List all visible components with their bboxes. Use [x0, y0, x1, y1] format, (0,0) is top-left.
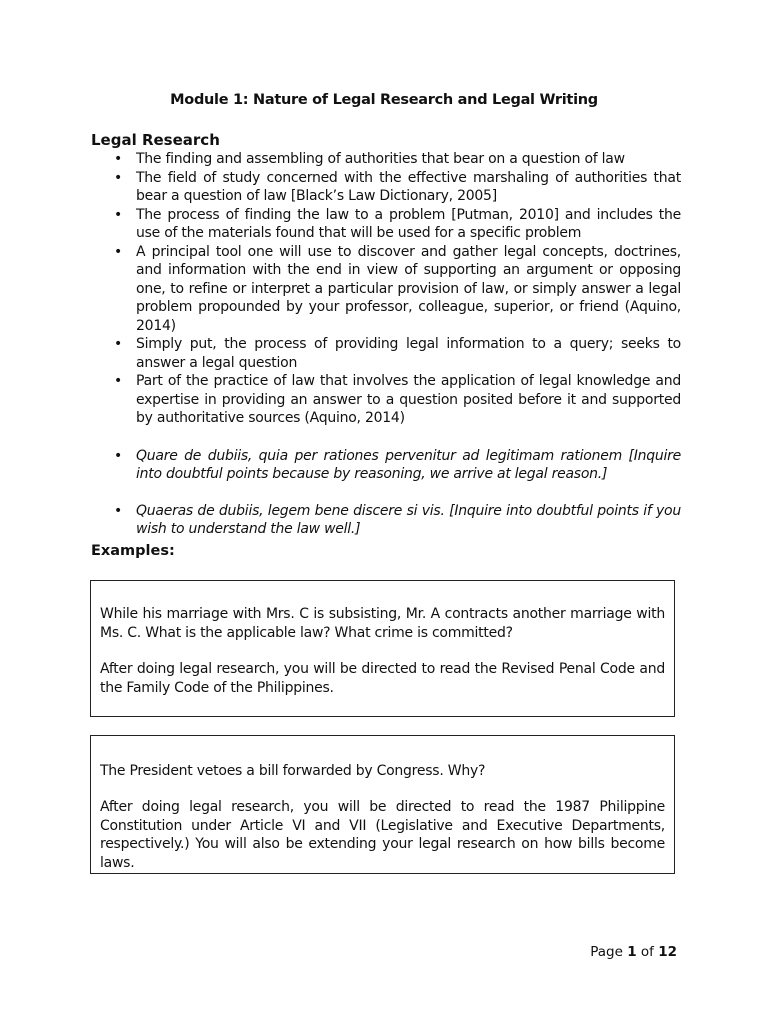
example-question: While his marriage with Mrs. C is subsisting, Mr. A contracts another marriage with Ms. C. What is the applicable law? What crime is committed?: [100, 606, 665, 641]
current-page-number: 1: [627, 944, 637, 960]
definition-item: • Part of the practice of law that involves the application of legal knowledge and expertise in providing an answer to a question posited before it and supported by authoritative sources (Aquino, 2014): [91, 372, 681, 428]
of-label: of: [640, 944, 654, 960]
total-pages-number: 12: [658, 944, 677, 960]
page-title: Module 1: Nature of Legal Research and Legal Writing: [170, 92, 598, 108]
page-number-footer: [590, 944, 677, 960]
example-question: The President vetoes a bill forwarded by Congress. Why?: [100, 763, 486, 779]
section-heading-legal-research: Legal Research: [91, 131, 220, 149]
definition-item: • Simply put, the process of providing legal information to a query; seeks to answer a legal question: [91, 335, 681, 372]
example-box-1: [90, 580, 675, 717]
definition-item: • The process of finding the law to a problem [Putman, 2010] and includes the use of the materials found that will be used for a specific problem: [91, 206, 681, 243]
examples-heading: Examples:: [91, 543, 175, 559]
example-answer: After doing legal research, you will be directed to read the 1987 Philippine Constitution under Article VI and VII (Legislative and Executive Departments, respectively.) You will also be extending your legal research on how bills become laws.: [100, 799, 665, 871]
latin-maxim-item: • Quaeras de dubiis, legem bene discere si vis. [Inquire into doubtful points if you wish to understand the law well.]: [91, 502, 681, 539]
definition-item: • A principal tool one will use to discover and gather legal concepts, doctrines, and information with the end in view of supporting an argument or opposing one, to refine or interpret a particular provision of law, or simply answer a legal problem propounded by your professor, colleague, superior, or friend (Aquino, 2014): [91, 243, 681, 336]
latin-maxim-item: • Quare de dubiis, quia per rationes pervenitur ad legitimam rationem [Inquire into doubtful points because by reasoning, we arrive at legal reason.]: [91, 447, 681, 484]
definition-list: [91, 150, 681, 539]
example-answer: After doing legal research, you will be directed to read the Revised Penal Code and the Family Code of the Philippines.: [100, 661, 665, 696]
page-label: Page: [590, 944, 623, 960]
example-box-2: [90, 735, 675, 874]
definition-item: • The field of study concerned with the effective marshaling of authorities that bear a question of law [Black’s Law Dictionary, 2005]: [91, 169, 681, 206]
definition-item: • The finding and assembling of authorities that bear on a question of law: [91, 150, 681, 169]
